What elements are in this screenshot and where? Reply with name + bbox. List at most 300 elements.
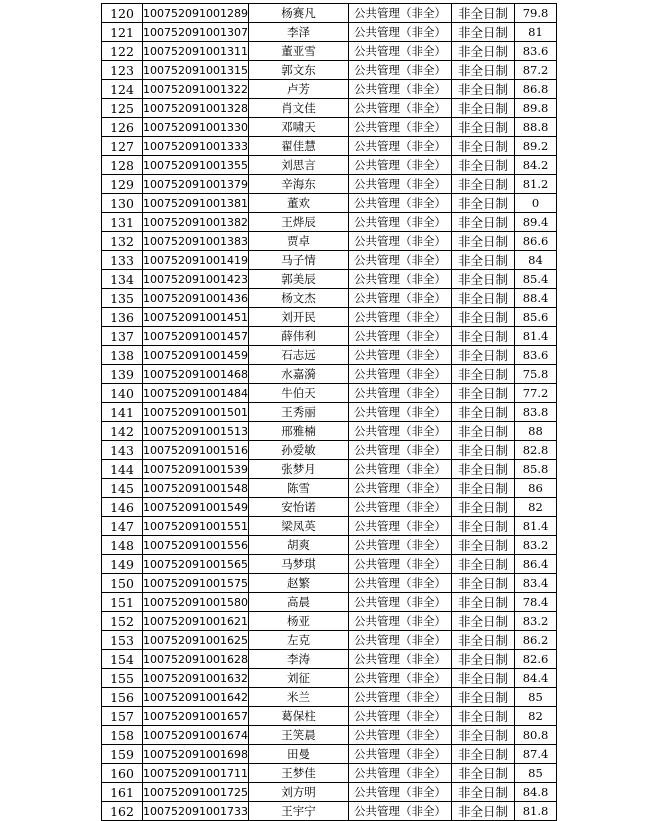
seq-cell: 153: [102, 631, 143, 650]
exam-id-cell: 100752091001307: [143, 23, 249, 42]
name-cell: 卢芳: [249, 80, 349, 99]
score-cell: 85.8: [515, 460, 557, 479]
name-cell: 郭美辰: [249, 270, 349, 289]
seq-cell: 160: [102, 764, 143, 783]
major-cell: 公共管理（非全）: [349, 479, 452, 498]
score-cell: 86.4: [515, 555, 557, 574]
major-cell: 公共管理（非全）: [349, 460, 452, 479]
major-cell: 公共管理（非全）: [349, 517, 452, 536]
exam-id-cell: 100752091001674: [143, 726, 249, 745]
study-mode-cell: 非全日制: [452, 232, 515, 251]
score-cell: 75.8: [515, 365, 557, 384]
study-mode-cell: 非全日制: [452, 764, 515, 783]
score-cell: 84: [515, 251, 557, 270]
study-mode-cell: 非全日制: [452, 42, 515, 61]
seq-cell: 142: [102, 422, 143, 441]
score-cell: 84.2: [515, 156, 557, 175]
table-row: [102, 80, 557, 99]
study-mode-cell: 非全日制: [452, 213, 515, 232]
study-mode-cell: 非全日制: [452, 346, 515, 365]
table-row: [102, 403, 557, 422]
score-cell: 85.6: [515, 308, 557, 327]
name-cell: 薛伟利: [249, 327, 349, 346]
study-mode-cell: 非全日制: [452, 118, 515, 137]
exam-id-cell: 100752091001383: [143, 232, 249, 251]
name-cell: 杨亚: [249, 612, 349, 631]
major-cell: 公共管理（非全）: [349, 213, 452, 232]
seq-cell: 139: [102, 365, 143, 384]
score-cell: 82.6: [515, 650, 557, 669]
exam-id-cell: 100752091001457: [143, 327, 249, 346]
major-cell: 公共管理（非全）: [349, 80, 452, 99]
table-row: [102, 536, 557, 555]
seq-cell: 154: [102, 650, 143, 669]
major-cell: 公共管理（非全）: [349, 498, 452, 517]
study-mode-cell: 非全日制: [452, 631, 515, 650]
exam-id-cell: 100752091001328: [143, 99, 249, 118]
score-cell: 88: [515, 422, 557, 441]
major-cell: 公共管理（非全）: [349, 61, 452, 80]
score-cell: 81.4: [515, 327, 557, 346]
study-mode-cell: 非全日制: [452, 574, 515, 593]
study-mode-cell: 非全日制: [452, 612, 515, 631]
score-cell: 82: [515, 498, 557, 517]
major-cell: 公共管理（非全）: [349, 118, 452, 137]
name-cell: 刘方明: [249, 783, 349, 802]
major-cell: 公共管理（非全）: [349, 422, 452, 441]
study-mode-cell: 非全日制: [452, 517, 515, 536]
name-cell: 梁凤英: [249, 517, 349, 536]
results-table: [101, 3, 557, 821]
name-cell: 郭文东: [249, 61, 349, 80]
score-cell: 83.2: [515, 536, 557, 555]
exam-id-cell: 100752091001423: [143, 270, 249, 289]
table-row: [102, 479, 557, 498]
major-cell: 公共管理（非全）: [349, 574, 452, 593]
major-cell: 公共管理（非全）: [349, 612, 452, 631]
score-cell: 87.2: [515, 61, 557, 80]
major-cell: 公共管理（非全）: [349, 593, 452, 612]
exam-id-cell: 100752091001322: [143, 80, 249, 99]
study-mode-cell: 非全日制: [452, 365, 515, 384]
seq-cell: 138: [102, 346, 143, 365]
seq-cell: 155: [102, 669, 143, 688]
table-row: [102, 745, 557, 764]
score-cell: 89.4: [515, 213, 557, 232]
name-cell: 刘思言: [249, 156, 349, 175]
name-cell: 董欢: [249, 194, 349, 213]
major-cell: 公共管理（非全）: [349, 4, 452, 23]
name-cell: 米兰: [249, 688, 349, 707]
table-row: [102, 175, 557, 194]
exam-id-cell: 100752091001484: [143, 384, 249, 403]
study-mode-cell: 非全日制: [452, 650, 515, 669]
seq-cell: 137: [102, 327, 143, 346]
major-cell: 公共管理（非全）: [349, 194, 452, 213]
exam-id-cell: 100752091001330: [143, 118, 249, 137]
seq-cell: 150: [102, 574, 143, 593]
name-cell: 王烨辰: [249, 213, 349, 232]
score-cell: 89.2: [515, 137, 557, 156]
name-cell: 刘开民: [249, 308, 349, 327]
table-row: [102, 726, 557, 745]
score-cell: 87.4: [515, 745, 557, 764]
major-cell: 公共管理（非全）: [349, 23, 452, 42]
name-cell: 刘征: [249, 669, 349, 688]
score-cell: 84.8: [515, 783, 557, 802]
table-row: [102, 802, 557, 821]
name-cell: 肖文佳: [249, 99, 349, 118]
seq-cell: 144: [102, 460, 143, 479]
name-cell: 马梦琪: [249, 555, 349, 574]
exam-id-cell: 100752091001459: [143, 346, 249, 365]
exam-id-cell: 100752091001539: [143, 460, 249, 479]
major-cell: 公共管理（非全）: [349, 175, 452, 194]
table-row: [102, 498, 557, 517]
table-row: [102, 384, 557, 403]
name-cell: 杨赛凡: [249, 4, 349, 23]
name-cell: 水嘉漪: [249, 365, 349, 384]
exam-id-cell: 100752091001315: [143, 61, 249, 80]
score-cell: 85: [515, 688, 557, 707]
name-cell: 孙爱敏: [249, 441, 349, 460]
table-row: [102, 346, 557, 365]
score-cell: 82.8: [515, 441, 557, 460]
exam-id-cell: 100752091001381: [143, 194, 249, 213]
seq-cell: 156: [102, 688, 143, 707]
seq-cell: 130: [102, 194, 143, 213]
seq-cell: 125: [102, 99, 143, 118]
name-cell: 马子情: [249, 251, 349, 270]
name-cell: 董亚雪: [249, 42, 349, 61]
exam-id-cell: 100752091001657: [143, 707, 249, 726]
table-row: [102, 137, 557, 156]
study-mode-cell: 非全日制: [452, 403, 515, 422]
name-cell: 王笑晨: [249, 726, 349, 745]
seq-cell: 123: [102, 61, 143, 80]
exam-id-cell: 100752091001311: [143, 42, 249, 61]
major-cell: 公共管理（非全）: [349, 156, 452, 175]
name-cell: 李泽: [249, 23, 349, 42]
table-row: [102, 251, 557, 270]
table-row: [102, 555, 557, 574]
table-row: [102, 327, 557, 346]
major-cell: 公共管理（非全）: [349, 802, 452, 821]
name-cell: 田曼: [249, 745, 349, 764]
exam-id-cell: 100752091001621: [143, 612, 249, 631]
score-cell: 85: [515, 764, 557, 783]
study-mode-cell: 非全日制: [452, 802, 515, 821]
name-cell: 陈雪: [249, 479, 349, 498]
score-cell: 85.4: [515, 270, 557, 289]
seq-cell: 121: [102, 23, 143, 42]
study-mode-cell: 非全日制: [452, 460, 515, 479]
score-cell: 81.8: [515, 802, 557, 821]
seq-cell: 152: [102, 612, 143, 631]
study-mode-cell: 非全日制: [452, 99, 515, 118]
seq-cell: 133: [102, 251, 143, 270]
study-mode-cell: 非全日制: [452, 251, 515, 270]
major-cell: 公共管理（非全）: [349, 308, 452, 327]
study-mode-cell: 非全日制: [452, 80, 515, 99]
score-cell: 81.2: [515, 175, 557, 194]
exam-id-cell: 100752091001382: [143, 213, 249, 232]
exam-id-cell: 100752091001580: [143, 593, 249, 612]
major-cell: 公共管理（非全）: [349, 631, 452, 650]
table-row: [102, 365, 557, 384]
exam-id-cell: 100752091001556: [143, 536, 249, 555]
seq-cell: 126: [102, 118, 143, 137]
exam-id-cell: 100752091001625: [143, 631, 249, 650]
table-row: [102, 289, 557, 308]
score-cell: 81: [515, 23, 557, 42]
table-row: [102, 42, 557, 61]
exam-id-cell: 100752091001355: [143, 156, 249, 175]
study-mode-cell: 非全日制: [452, 175, 515, 194]
seq-cell: 127: [102, 137, 143, 156]
study-mode-cell: 非全日制: [452, 156, 515, 175]
major-cell: 公共管理（非全）: [349, 707, 452, 726]
seq-cell: 143: [102, 441, 143, 460]
major-cell: 公共管理（非全）: [349, 42, 452, 61]
score-cell: 86.8: [515, 80, 557, 99]
name-cell: 王宇宁: [249, 802, 349, 821]
exam-id-cell: 100752091001513: [143, 422, 249, 441]
major-cell: 公共管理（非全）: [349, 384, 452, 403]
name-cell: 高晨: [249, 593, 349, 612]
table-row: [102, 517, 557, 536]
seq-cell: 135: [102, 289, 143, 308]
study-mode-cell: 非全日制: [452, 479, 515, 498]
major-cell: 公共管理（非全）: [349, 327, 452, 346]
study-mode-cell: 非全日制: [452, 441, 515, 460]
study-mode-cell: 非全日制: [452, 270, 515, 289]
seq-cell: 158: [102, 726, 143, 745]
seq-cell: 122: [102, 42, 143, 61]
study-mode-cell: 非全日制: [452, 23, 515, 42]
exam-id-cell: 100752091001419: [143, 251, 249, 270]
score-cell: 78.4: [515, 593, 557, 612]
table-row: [102, 232, 557, 251]
seq-cell: 136: [102, 308, 143, 327]
exam-id-cell: 100752091001733: [143, 802, 249, 821]
score-cell: 83.2: [515, 612, 557, 631]
seq-cell: 148: [102, 536, 143, 555]
name-cell: 赵繁: [249, 574, 349, 593]
name-cell: 葛保柱: [249, 707, 349, 726]
exam-id-cell: 100752091001289: [143, 4, 249, 23]
seq-cell: 124: [102, 80, 143, 99]
table-row: [102, 308, 557, 327]
major-cell: 公共管理（非全）: [349, 669, 452, 688]
seq-cell: 151: [102, 593, 143, 612]
exam-id-cell: 100752091001451: [143, 308, 249, 327]
major-cell: 公共管理（非全）: [349, 403, 452, 422]
major-cell: 公共管理（非全）: [349, 688, 452, 707]
exam-id-cell: 100752091001632: [143, 669, 249, 688]
seq-cell: 145: [102, 479, 143, 498]
seq-cell: 146: [102, 498, 143, 517]
seq-cell: 128: [102, 156, 143, 175]
major-cell: 公共管理（非全）: [349, 99, 452, 118]
table-row: [102, 574, 557, 593]
major-cell: 公共管理（非全）: [349, 536, 452, 555]
table-row: [102, 118, 557, 137]
name-cell: 牛伯天: [249, 384, 349, 403]
table-row: [102, 460, 557, 479]
study-mode-cell: 非全日制: [452, 688, 515, 707]
study-mode-cell: 非全日制: [452, 194, 515, 213]
seq-cell: 161: [102, 783, 143, 802]
score-cell: 79.8: [515, 4, 557, 23]
table-row: [102, 270, 557, 289]
seq-cell: 140: [102, 384, 143, 403]
study-mode-cell: 非全日制: [452, 555, 515, 574]
table-row: [102, 612, 557, 631]
score-cell: 86.6: [515, 232, 557, 251]
seq-cell: 141: [102, 403, 143, 422]
score-cell: 88.4: [515, 289, 557, 308]
major-cell: 公共管理（非全）: [349, 764, 452, 783]
study-mode-cell: 非全日制: [452, 4, 515, 23]
score-cell: 83.8: [515, 403, 557, 422]
exam-id-cell: 100752091001516: [143, 441, 249, 460]
exam-id-cell: 100752091001565: [143, 555, 249, 574]
score-cell: 80.8: [515, 726, 557, 745]
table-row: [102, 783, 557, 802]
seq-cell: 132: [102, 232, 143, 251]
score-cell: 83.4: [515, 574, 557, 593]
score-cell: 89.8: [515, 99, 557, 118]
results-table-body: [102, 4, 557, 821]
name-cell: 贾卓: [249, 232, 349, 251]
name-cell: 王秀丽: [249, 403, 349, 422]
study-mode-cell: 非全日制: [452, 745, 515, 764]
exam-id-cell: 100752091001548: [143, 479, 249, 498]
seq-cell: 131: [102, 213, 143, 232]
major-cell: 公共管理（非全）: [349, 289, 452, 308]
exam-id-cell: 100752091001628: [143, 650, 249, 669]
table-row: [102, 194, 557, 213]
name-cell: 石志远: [249, 346, 349, 365]
score-cell: 82: [515, 707, 557, 726]
name-cell: 杨文杰: [249, 289, 349, 308]
name-cell: 王梦佳: [249, 764, 349, 783]
major-cell: 公共管理（非全）: [349, 270, 452, 289]
table-row: [102, 213, 557, 232]
table-row: [102, 422, 557, 441]
study-mode-cell: 非全日制: [452, 422, 515, 441]
name-cell: 翟佳慧: [249, 137, 349, 156]
study-mode-cell: 非全日制: [452, 384, 515, 403]
score-cell: 84.4: [515, 669, 557, 688]
table-row: [102, 156, 557, 175]
seq-cell: 147: [102, 517, 143, 536]
name-cell: 左克: [249, 631, 349, 650]
study-mode-cell: 非全日制: [452, 707, 515, 726]
major-cell: 公共管理（非全）: [349, 346, 452, 365]
table-row: [102, 23, 557, 42]
exam-id-cell: 100752091001501: [143, 403, 249, 422]
score-cell: 0: [515, 194, 557, 213]
exam-id-cell: 100752091001436: [143, 289, 249, 308]
score-cell: 83.6: [515, 346, 557, 365]
table-row: [102, 61, 557, 80]
study-mode-cell: 非全日制: [452, 593, 515, 612]
seq-cell: 120: [102, 4, 143, 23]
exam-id-cell: 100752091001698: [143, 745, 249, 764]
study-mode-cell: 非全日制: [452, 536, 515, 555]
study-mode-cell: 非全日制: [452, 498, 515, 517]
seq-cell: 134: [102, 270, 143, 289]
name-cell: 邓啸天: [249, 118, 349, 137]
name-cell: 胡爽: [249, 536, 349, 555]
seq-cell: 157: [102, 707, 143, 726]
table-row: [102, 688, 557, 707]
major-cell: 公共管理（非全）: [349, 137, 452, 156]
score-cell: 86: [515, 479, 557, 498]
exam-id-cell: 100752091001468: [143, 365, 249, 384]
name-cell: 邢雅楠: [249, 422, 349, 441]
name-cell: 安怡诺: [249, 498, 349, 517]
table-row: [102, 593, 557, 612]
score-cell: 81.4: [515, 517, 557, 536]
major-cell: 公共管理（非全）: [349, 555, 452, 574]
study-mode-cell: 非全日制: [452, 308, 515, 327]
score-cell: 88.8: [515, 118, 557, 137]
table-row: [102, 707, 557, 726]
seq-cell: 129: [102, 175, 143, 194]
major-cell: 公共管理（非全）: [349, 251, 452, 270]
study-mode-cell: 非全日制: [452, 669, 515, 688]
seq-cell: 162: [102, 802, 143, 821]
exam-id-cell: 100752091001725: [143, 783, 249, 802]
study-mode-cell: 非全日制: [452, 289, 515, 308]
seq-cell: 149: [102, 555, 143, 574]
exam-id-cell: 100752091001575: [143, 574, 249, 593]
table-row: [102, 4, 557, 23]
major-cell: 公共管理（非全）: [349, 650, 452, 669]
table-row: [102, 650, 557, 669]
study-mode-cell: 非全日制: [452, 783, 515, 802]
score-cell: 83.6: [515, 42, 557, 61]
name-cell: 李涛: [249, 650, 349, 669]
study-mode-cell: 非全日制: [452, 61, 515, 80]
exam-id-cell: 100752091001551: [143, 517, 249, 536]
score-cell: 77.2: [515, 384, 557, 403]
exam-id-cell: 100752091001711: [143, 764, 249, 783]
major-cell: 公共管理（非全）: [349, 783, 452, 802]
major-cell: 公共管理（非全）: [349, 726, 452, 745]
table-row: [102, 441, 557, 460]
major-cell: 公共管理（非全）: [349, 441, 452, 460]
table-row: [102, 99, 557, 118]
seq-cell: 159: [102, 745, 143, 764]
score-cell: 86.2: [515, 631, 557, 650]
study-mode-cell: 非全日制: [452, 726, 515, 745]
major-cell: 公共管理（非全）: [349, 365, 452, 384]
name-cell: 张梦月: [249, 460, 349, 479]
exam-id-cell: 100752091001379: [143, 175, 249, 194]
exam-id-cell: 100752091001549: [143, 498, 249, 517]
exam-id-cell: 100752091001333: [143, 137, 249, 156]
name-cell: 辛海东: [249, 175, 349, 194]
major-cell: 公共管理（非全）: [349, 745, 452, 764]
exam-id-cell: 100752091001642: [143, 688, 249, 707]
table-row: [102, 669, 557, 688]
study-mode-cell: 非全日制: [452, 327, 515, 346]
table-row: [102, 631, 557, 650]
